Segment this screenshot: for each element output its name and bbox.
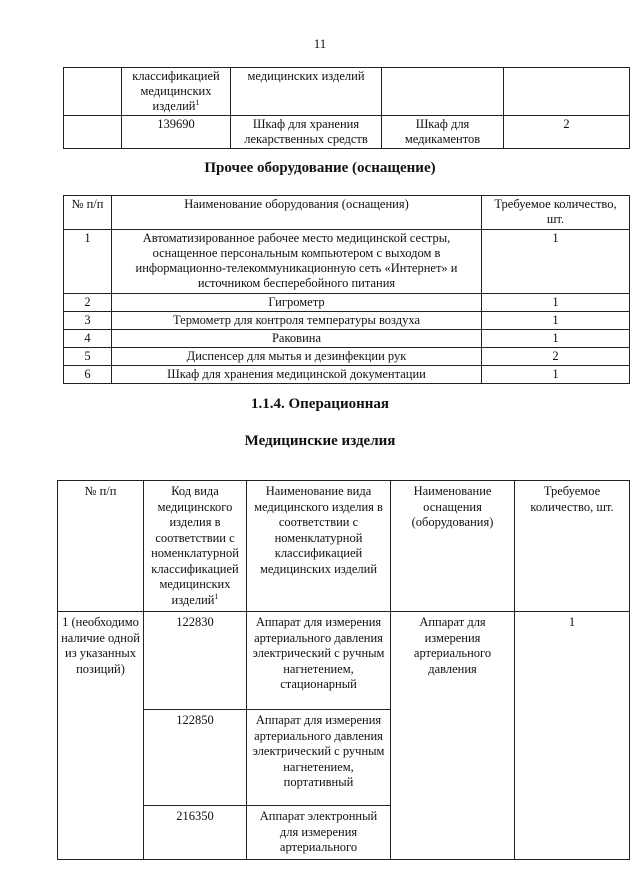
section-subtitle-medical-devices: Медицинские изделия <box>244 433 396 449</box>
other-equipment-table <box>63 195 630 384</box>
qty-cell: 1 <box>482 312 630 330</box>
header-num: № п/п <box>58 481 144 612</box>
name-cell: Раковина <box>112 330 482 348</box>
qty-cell: 1 <box>515 612 630 860</box>
table-cell <box>64 116 122 149</box>
table-row <box>64 312 630 330</box>
name-cell: Шкаф для хранения медицинской документации <box>112 366 482 384</box>
table-row <box>64 230 630 294</box>
qty-cell: 2 <box>504 116 630 149</box>
qty-cell: 1 <box>482 294 630 312</box>
page-number: 11 <box>313 36 327 51</box>
group-num-cell: 1 (необходимо наличие одной из указанных позиций) <box>58 612 144 860</box>
name-cell: Аппарат для измерения артериального давления электрический с ручным нагнетением, стационарный <box>247 612 391 710</box>
code-cell: 122850 <box>144 710 247 806</box>
table-cell <box>64 68 122 116</box>
qty-cell: 1 <box>482 366 630 384</box>
num-cell: 1 <box>64 230 112 294</box>
table-cell <box>382 68 504 116</box>
table-row <box>64 366 630 384</box>
header-code <box>144 481 247 612</box>
header-qty: Требуемое количество, шт. <box>482 196 630 230</box>
name-cell: Термометр для контроля температуры воздуха <box>112 312 482 330</box>
code-cell: 139690 <box>122 116 231 149</box>
name-cell: Гигрометр <box>112 294 482 312</box>
name-cell: Диспенсер для мытья и дезинфекции рук <box>112 348 482 366</box>
table-row <box>64 348 630 366</box>
code-continuation: классификацией медицинских изделий <box>132 69 220 113</box>
name-cell: Шкаф для хранения лекарственных средств <box>231 116 382 149</box>
name-cell: Аппарат электронный для измерения артериального <box>247 806 391 860</box>
table-row <box>58 612 630 710</box>
qty-cell: 1 <box>482 230 630 294</box>
table-row <box>64 330 630 348</box>
name-cell: медицинских изделий <box>231 68 382 116</box>
num-cell: 3 <box>64 312 112 330</box>
header-equipment: Наименование оснащения (оборудования) <box>391 481 515 612</box>
table-cell <box>504 68 630 116</box>
name-cell: Аппарат для измерения артериального давления электрический с ручным нагнетением, портативный <box>247 710 391 806</box>
header-num: № п/п <box>64 196 112 230</box>
header-name: Наименование оборудования (оснащения) <box>112 196 482 230</box>
continuation-table <box>63 67 630 149</box>
footnote-mark: 1 <box>214 591 219 601</box>
section-title-operating-room: 1.1.4. Операционная <box>251 396 389 412</box>
medical-devices-table <box>57 480 630 860</box>
section-title-other-equipment: Прочее оборудование (оснащение) <box>204 160 436 176</box>
num-cell: 6 <box>64 366 112 384</box>
header-qty: Требуемое количество, шт. <box>515 481 630 612</box>
num-cell: 2 <box>64 294 112 312</box>
equipment-cell: Аппарат для измерения артериального давления <box>391 612 515 860</box>
header-name: Наименование вида медицинского изделия в соответствии с номенклатурной классификацией медицинских изделий <box>247 481 391 612</box>
qty-cell: 1 <box>482 330 630 348</box>
code-cell: 216350 <box>144 806 247 860</box>
num-cell: 5 <box>64 348 112 366</box>
code-cell <box>122 68 231 116</box>
name-cell: Автоматизированное рабочее место медицинской сестры, оснащенное персональным компьютером с выходом в информационно-телекоммуникационную сеть «Интернет» и источником бесперебойного питания <box>112 230 482 294</box>
qty-cell: 2 <box>482 348 630 366</box>
header-code-text: Код вида медицинского изделия в соответствии с номенклатурной классификацией медицинских изделий <box>151 484 239 607</box>
table-row <box>64 294 630 312</box>
code-cell: 122830 <box>144 612 247 710</box>
footnote-mark: 1 <box>195 97 200 107</box>
num-cell: 4 <box>64 330 112 348</box>
equipment-cell: Шкаф для медикаментов <box>382 116 504 149</box>
